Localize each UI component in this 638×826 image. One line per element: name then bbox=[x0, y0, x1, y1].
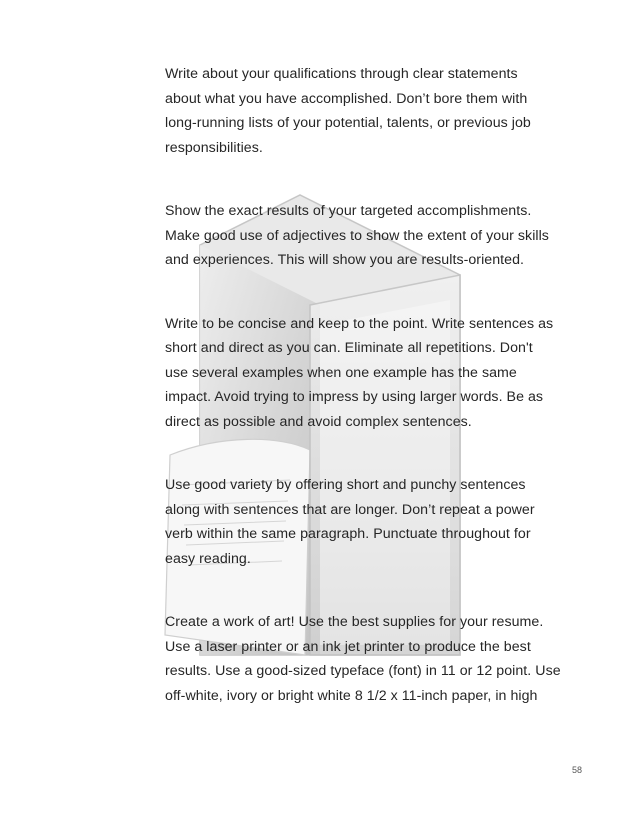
text-line: easy reading. bbox=[165, 550, 251, 567]
paragraph-results bbox=[165, 199, 605, 273]
document-body bbox=[165, 62, 605, 747]
text-line: Create a work of art! Use the best supplies for your resume. bbox=[165, 614, 544, 630]
page-number: 58 bbox=[572, 765, 583, 775]
text-line: Write about your qualifications through clear statements bbox=[165, 66, 518, 82]
text-line: long-running lists of your potential, talents, or previous job bbox=[165, 115, 531, 131]
text-line: verb within the same paragraph. Punctuate throughout for bbox=[165, 526, 531, 542]
text-line: and experiences. This will show you are results-oriented. bbox=[165, 252, 525, 268]
text-line: Use good variety by offering short and punchy sentences bbox=[165, 477, 526, 493]
paragraph-variety bbox=[165, 473, 605, 571]
paragraph-qualifications bbox=[165, 62, 605, 160]
text-line: impact. Avoid trying to impress by using larger words. Be as bbox=[165, 389, 544, 405]
text-line: results. Use a good-sized typeface (font) in 11 or 12 point. Use bbox=[165, 663, 561, 679]
text-line: Show the exact results of your targeted accomplishments. bbox=[165, 203, 532, 219]
paragraph-concise bbox=[165, 312, 605, 435]
text-line: direct as possible and avoid complex sentences. bbox=[165, 413, 472, 430]
text-line: Use a laser printer or an ink jet printer to produce the best bbox=[165, 638, 531, 655]
text-line: about what you have accomplished. Don’t bore them with bbox=[165, 90, 528, 107]
text-line: use several examples when one example has the same bbox=[165, 364, 517, 381]
text-line: along with sentences that are longer. Don’t repeat a power bbox=[165, 501, 535, 518]
text-line: Write to be concise and keep to the point. Write sentences as bbox=[165, 315, 554, 332]
text-line: short and direct as you can. Eliminate all repetitions. Don't bbox=[165, 340, 533, 356]
text-line: responsibilities. bbox=[165, 139, 263, 156]
text-line: off-white, ivory or bright white 8 1/2 x 11-inch paper, in high bbox=[165, 687, 538, 704]
text-line: Make good use of adjectives to show the extent of your skills bbox=[165, 227, 549, 244]
paragraph-work-of-art bbox=[165, 610, 605, 708]
